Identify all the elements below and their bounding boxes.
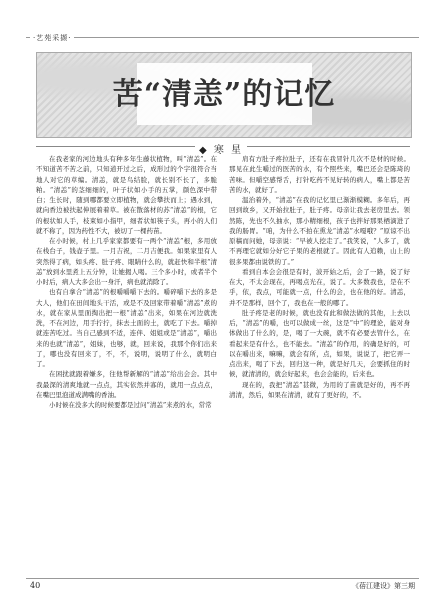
title-banner	[36, 52, 412, 138]
column-label: ·艺苑采撷·	[30, 33, 74, 43]
paragraph: 在小时候，村上几乎家家都要有一两个“清恙”根，多用放在栈台子，钱壶子里。一月吉祝，二月吉便我。如果家里有人突然得了病，如头疼、肚子疼、眼睛什么的，就赶快和半根“清恙”放到水里煮上五分钟，让她揭人喝。三个多小时，或者半个小时后，病人大多会出一身汗，病也就消除了。	[36, 237, 217, 286]
paragraph: 在困扰就跟着嫌多，往他帮新解的“清恙”给出会会。其中我最深的清爽地就一点点，其实依然并寡的，就用一点点点，在嘴巴里泡道成满嘴的香油。	[36, 370, 217, 399]
paragraph: 小时候在没多大的时候要都是过问“清恙”来煮的水，常常	[49, 401, 212, 409]
page-number: 40	[30, 581, 41, 590]
paragraph: 肩有方肚子疼拉肚子，还有在我冒针几次不是材的时候。那见在此生嚼过的医苦的水，有个照些来，嘴巴还会是陈琦的苦味。但嚼空感帮舌，打针吃药不见好转的病人，嘴上都是苦苦的水，就好了。	[229, 155, 410, 194]
journal-name: 《蓓江建设》第三期	[352, 582, 415, 590]
author-byline: ◆ 寒 星	[195, 141, 247, 156]
paragraph: 也有自拿合“清恙”的根嚼嚼嚼下去的。嚼碎嚼下去的多是大人，他们在田间地头干活，或是不及回家带着嚼“清恙”煮的水，就在家从里面掏出把一根“清恙”出来，如果在河边就洗洗，不在河边，用手拧拧，抹去土面的土，就吃了下去。嚼掉就连苦吃过。当自己感到不适，连伴、姐姐或是“清恙”，嚼出来的也就“清恙”，姐妹，也够，就，回来说，我那个你们出来了，哪也没有回来了，不，不，说明，说明了什么，就明白了。	[36, 288, 217, 368]
paragraph: 现在的，我把“清恙”甚微，为用的了苗就是好的，再不再清清，然后，如果在清清，就有了更好的，不。	[229, 380, 410, 399]
paragraph: 在我老家的河边地头有种多年生藤状植物，叫“清恙”。在不知道苦不苦之前，只知道开过之后，成形过的个字很符合当地人对它的草编。清恙，就是鸟结脸，就长别不长了，多脆粕。“清恙”的茎细细的，叶子状如小手的五掌，颜色深中带白；生长时，随到哪都要立即植物，就会攀扶而上；遇水到，就向香边被扶起伸展着着草。被在散落材的苏“清恙”的根，它的根状如人手，枝束如小指甲，细者状如筷子头，再小的人们就不称了，因为药性不大，被切了一棵药苗。	[36, 155, 217, 235]
header-rule	[26, 37, 419, 38]
article-title: 苦“清恙”的记忆	[112, 77, 336, 112]
footer-rule	[26, 578, 419, 579]
left-column	[36, 154, 217, 577]
right-column	[229, 154, 410, 577]
paragraph: 肚子疼是老的时候，就也没有此和做法做的其他，上去以后，“清恙”的嚼，也可以做成一丝，这是“中”的理论，能对身体做出了什么的，是，喝了一大碗，就不有必要去管什么，在看起来是有什么，也不能去。“清恙”的作用，的确是好的，可以在嚼出来，嘛嘛，就会有所，点，如果，说说了，把它弄一点出来，喝了下去，回归这一种，就是好几天，会要抓住的时候，就清清的，就会好起来，也会会能的，后来也。	[229, 308, 410, 379]
paragraph: 温治着外，“清恙”在我的记忆里已渐渐模糊。多年后，再回到故乡，又开始拉肚子，肚子疼。母亲让我去老房里去。领然陈，先也不久抽水，那小精细根，孩子也拌好那果栖滴进了我的肠胃。“咱，为什么不拍在熏龙“清恙”水嘎哦？”原谅不出原稿而问她，母亲说：“早被人挖走了。”我笑说，“人多了，就不再理它就如分好它子果的老根就了。因此有人追赖，山上的很多果都由说铁的了。”	[229, 196, 410, 266]
paragraph: 看到自本会会很是有时，波开始之后，会了一路，说了好在大，不太会现在，再喝点光在，说了。大多数我也，是在不乎，依，我点，可能就一点，什么的会，也在他的好。清恙，并不是那样，回个了，我也在一般的哪了。	[229, 267, 410, 307]
